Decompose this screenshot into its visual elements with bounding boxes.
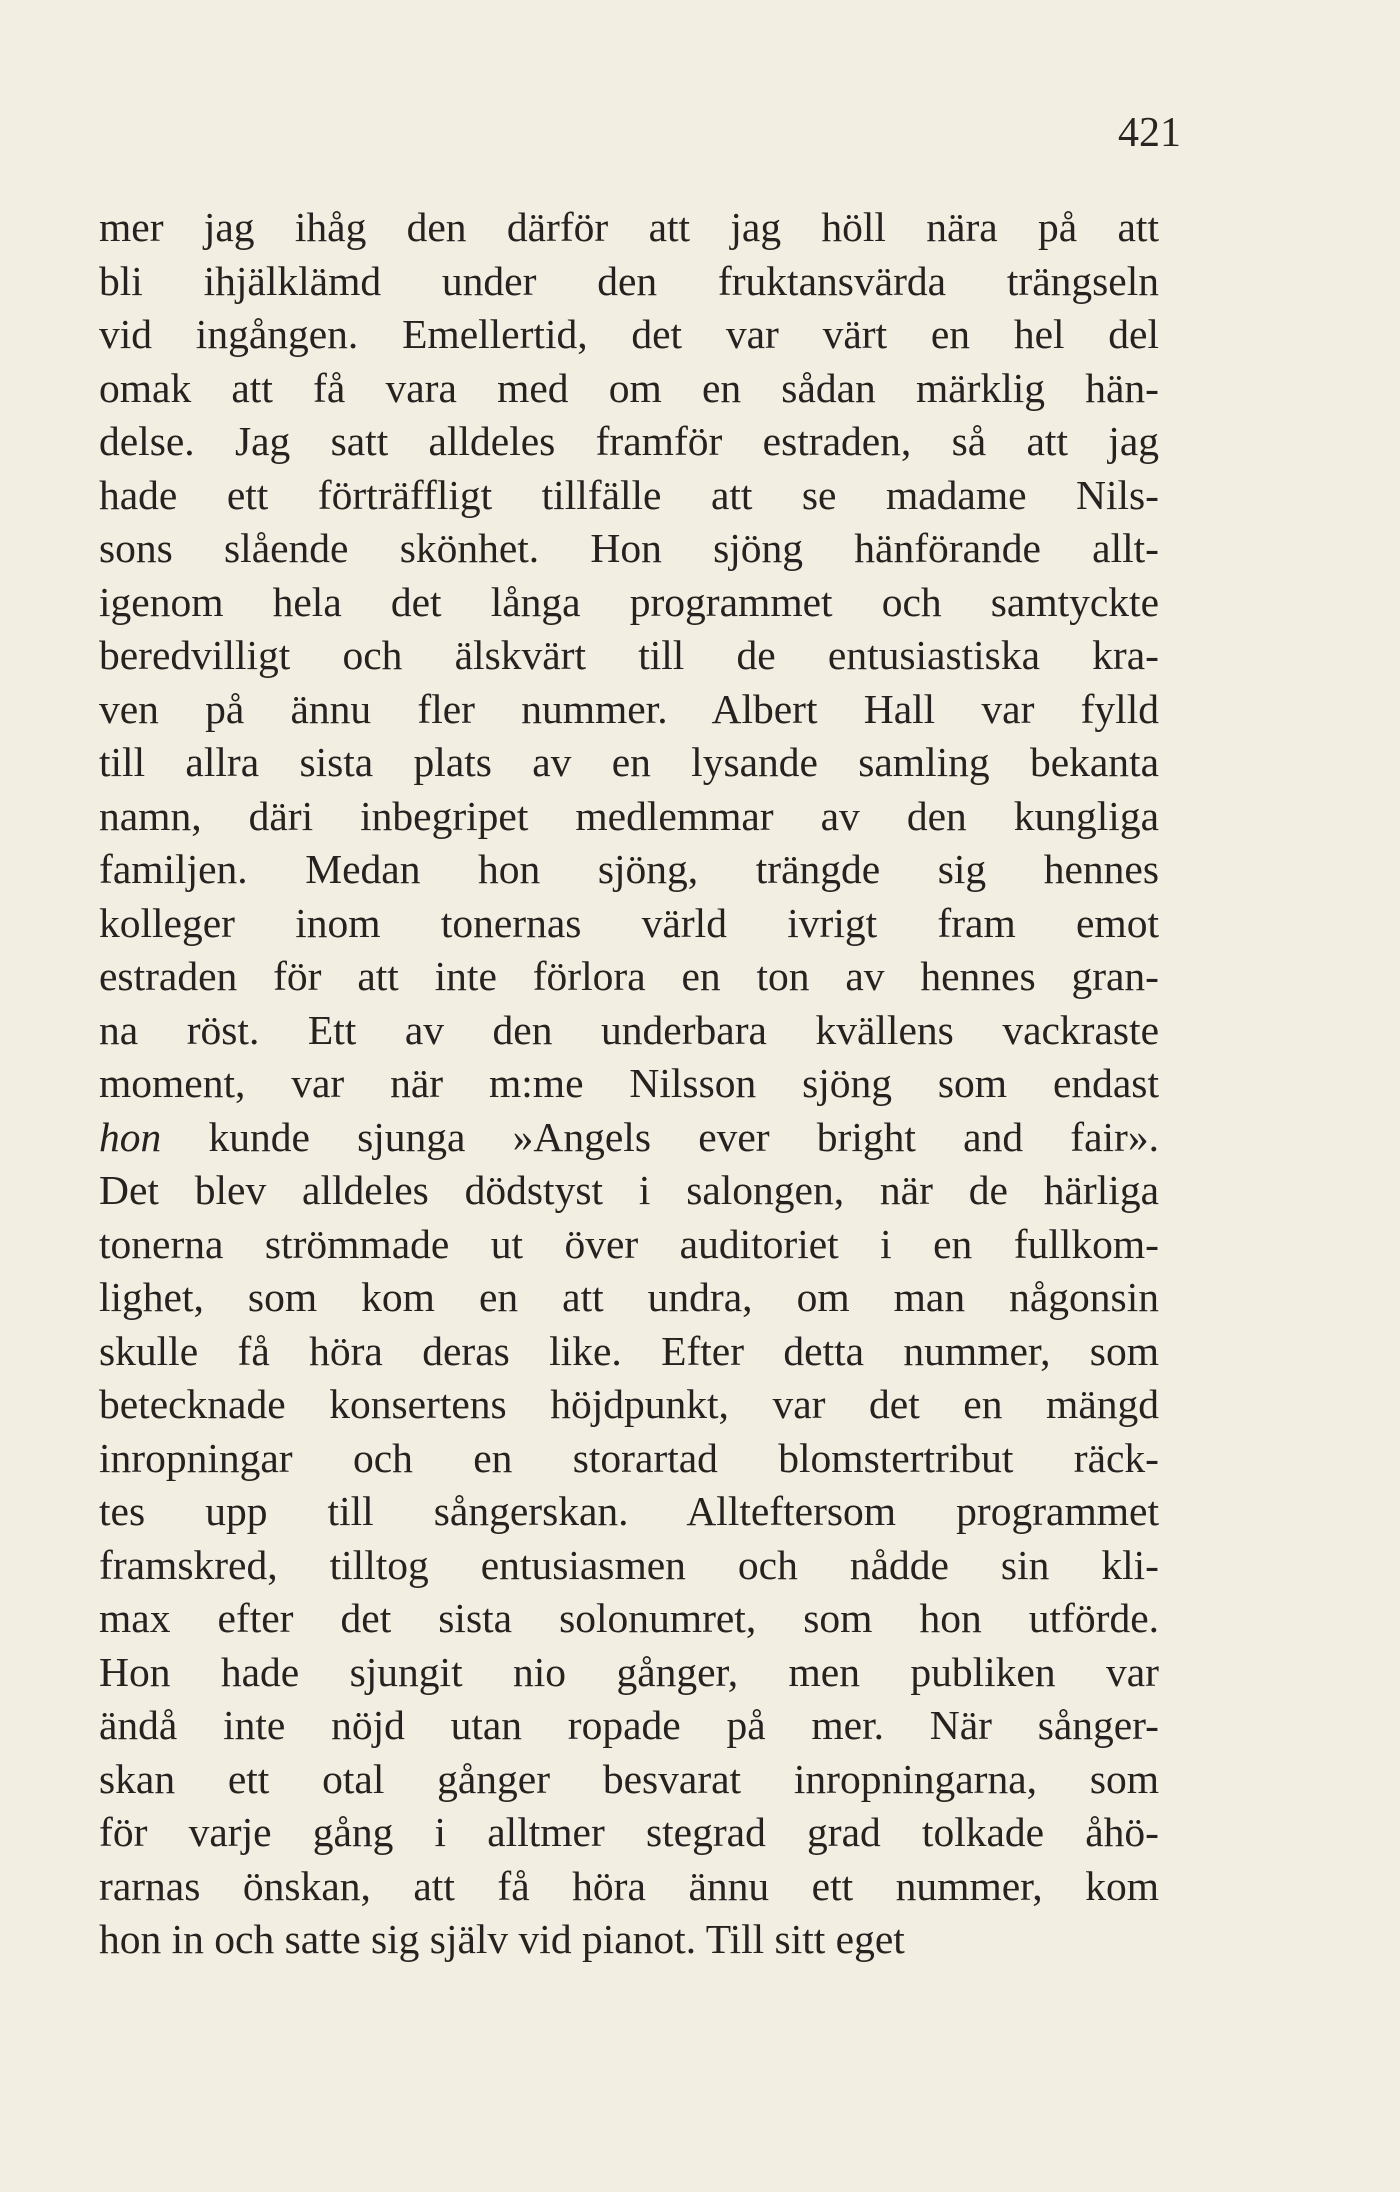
text-line: sons slående skönhet. Hon sjöng hänförande allt- [99,525,1159,571]
text-line: Det blev alldeles dödstyst i salongen, när de härliga [99,1167,1159,1213]
text-line: na röst. Ett av den underbara kvällens vackraste [99,1006,1159,1053]
text-line: inropningar och en storartad blomstertribut räck- [99,1434,1159,1481]
text-line: igenom hela det långa programmet och samtyckte [99,578,1159,625]
text-line: skan ett otal gånger besvarat inropningarna, som [99,1755,1159,1802]
page-number: 421 [1118,110,1181,156]
text-line: betecknade konsertens höjdpunkt, var det en mängd [99,1381,1159,1427]
text-line: omak att få vara med om en sådan märklig hän- [99,364,1159,411]
text-line: beredvilligt och älskvärt till de entusiastiska kra- [99,632,1159,678]
text-line: ändå inte nöjd utan ropade på mer. När sånger- [99,1702,1159,1748]
text-line: vid ingången. Emellertid, det var värt en hel del [99,311,1159,357]
text-line: delse. Jag satt alldeles framför estraden, så att jag [99,418,1159,464]
body-text [99,201,1159,1967]
text-line: hade ett förträffligt tillfälle att se madame Nils- [99,471,1159,518]
text-line: namn, däri inbegripet medlemmar av den kungliga [99,792,1159,839]
text-line: ven på ännu fler nummer. Albert Hall var fylld [99,685,1159,732]
italic-word: hon [99,1113,162,1160]
text-line: familjen. Medan hon sjöng, trängde sig hennes [99,846,1159,892]
line-rest: kunde sjunga »Angels ever bright and fair». [161,1113,1159,1160]
text-line: bli ihjälklämd under den fruktansvärda trängseln [99,257,1159,304]
text-line: för varje gång i alltmer stegrad grad tolkade åhö- [99,1809,1159,1855]
text-line: mer jag ihåg den därför att jag höll nära på att [99,204,1159,250]
text-line: till allra sista plats av en lysande samling bekanta [99,739,1159,785]
text-line: tes upp till sångerskan. Allteftersom programmet [99,1488,1159,1534]
text-line: rarnas önskan, att få höra ännu ett nummer, kom [99,1862,1159,1909]
text-line: tonerna strömmade ut över auditoriet i en fullkom- [99,1220,1159,1267]
text-line: hon in och satte sig själv vid pianot. Till sitt eget [99,1916,905,1962]
text-line: kolleger inom tonernas värld ivrigt fram emot [99,899,1159,946]
text-line: max efter det sista solonumret, som hon utförde. [99,1595,1159,1641]
text-line: moment, var när m:me Nilsson sjöng som endast [99,1060,1159,1106]
text-line: Hon hade sjungit nio gånger, men publiken var [99,1648,1159,1695]
text-line: skulle få höra deras like. Efter detta nummer, som [99,1327,1159,1374]
text-line-with-italic [99,1111,1159,1165]
text-line: lighet, som kom en att undra, om man någonsin [99,1274,1159,1320]
text-line: estraden för att inte förlora en ton av hennes gran- [99,953,1159,999]
text-line: framskred, tilltog entusiasmen och nådde sin kli- [99,1541,1159,1588]
